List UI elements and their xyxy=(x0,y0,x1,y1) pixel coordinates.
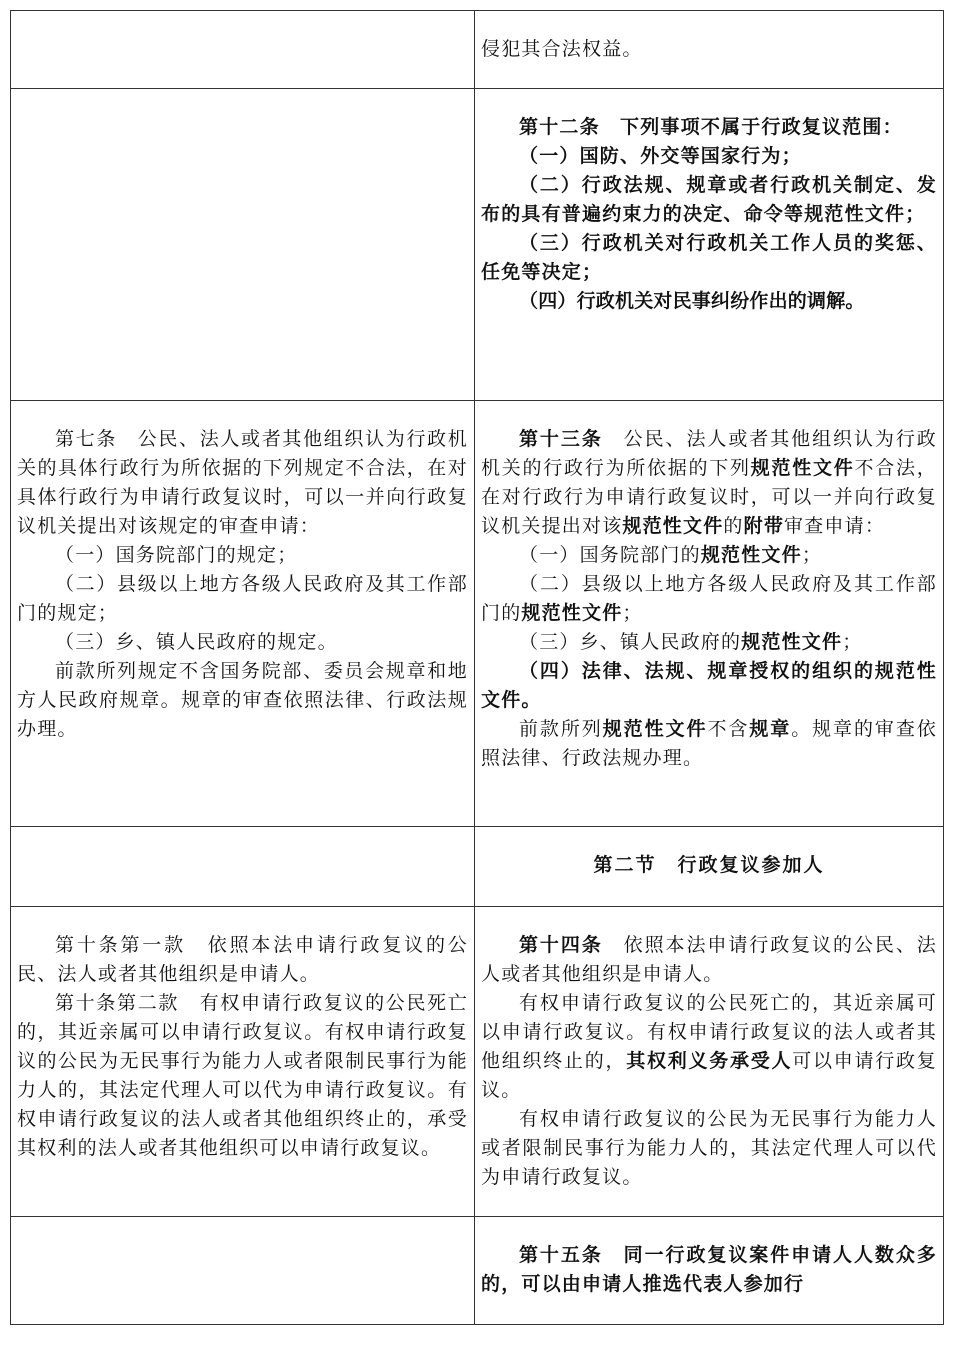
paragraph: （二）行政法规、规章或者行政机关制定、发布的具有普遍约束力的决定、命令等规范性文件； xyxy=(481,174,937,225)
article-14-text: 第十四条 依照本法申请行政复议的公民、法人或者其他组织是申请人。 xyxy=(481,934,937,985)
left-cell xyxy=(11,907,475,1217)
table-row xyxy=(11,827,944,907)
comparison-table xyxy=(10,10,944,1325)
left-cell xyxy=(11,401,475,827)
article-15-text: 第十五条 同一行政复议案件申请人人数众多的，可以由申请人推选代表人参加行 xyxy=(481,1244,937,1295)
paragraph: 有权申请行政复议的公民死亡的，其近亲属可以申请行政复议。有权申请行政复议的法人或者其他组织终止的，其权利义务承受人可以申请行政复议。 xyxy=(481,992,937,1101)
article-7-text: 第七条 公民、法人或者其他组织认为行政机关的具体行政行为所依据的下列规定不合法，在对具体行政行为申请行政复议时，可以一并向行政复议机关提出对该规定的审查申请： xyxy=(17,428,468,537)
paragraph: （四）法律、法规、规章授权的组织的规范性文件。 xyxy=(481,660,937,711)
right-cell xyxy=(475,401,944,827)
paragraph: （一）国务院部门的规范性文件； xyxy=(519,544,823,566)
article-10-para-2: 第十条第二款 有权申请行政复议的公民死亡的，其近亲属可以申请行政复议。有权申请行政复议的公民为无民事行为能力人或者限制民事行为能力人的，其法定代理人可以代为申请行政复议。有权申请行政复议的法人或者其他组织终止的，承受其权利的法人或者其他组织可以申请行政复议。 xyxy=(17,992,468,1159)
table-row xyxy=(11,89,944,401)
paragraph: （二）县级以上地方各级人民政府及其工作部门的规范性文件； xyxy=(481,573,937,624)
table-row xyxy=(11,907,944,1217)
paragraph: （三）乡、镇人民政府的规定。 xyxy=(55,631,338,653)
paragraph: （三）乡、镇人民政府的规范性文件； xyxy=(519,631,863,653)
paragraph: 前款所列规定不含国务院部、委员会规章和地方人民政府规章。规章的审查依照法律、行政法规办理。 xyxy=(17,660,468,740)
article-10-para-1: 第十条第一款 依照本法申请行政复议的公民、法人或者其他组织是申请人。 xyxy=(17,934,468,985)
right-cell xyxy=(475,827,944,907)
left-cell xyxy=(11,89,475,401)
right-cell xyxy=(475,907,944,1217)
paragraph: （二）县级以上地方各级人民政府及其工作部门的规定； xyxy=(17,573,468,624)
table-row xyxy=(11,401,944,827)
left-cell xyxy=(11,1217,475,1325)
table-row xyxy=(11,1217,944,1325)
right-cell xyxy=(475,1217,944,1325)
paragraph: 有权申请行政复议的公民为无民事行为能力人或者限制民事行为能力人的，其法定代理人可以代为申请行政复议。 xyxy=(481,1108,937,1188)
section-title: 第二节 行政复议参加人 xyxy=(593,854,825,876)
paragraph: 前款所列规范性文件不含规章。规章的审查依照法律、行政法规办理。 xyxy=(481,718,937,769)
article-13-text: 第十三条 公民、法人或者其他组织认为行政机关的行政行为所依据的下列规范性文件不合法，在对行政行为申请行政复议时，可以一并向行政复议机关提出对该规范性文件的附带审查申请： xyxy=(481,428,937,537)
right-cell xyxy=(475,89,944,401)
left-cell xyxy=(11,11,475,89)
paragraph: （三）行政机关对行政机关工作人员的奖惩、任免等决定； xyxy=(481,232,937,283)
paragraph: （四）行政机关对民事纠纷作出的调解。 xyxy=(519,290,865,312)
table-row xyxy=(11,11,944,89)
paragraph: （一）国务院部门的规定； xyxy=(55,544,298,566)
paragraph: 侵犯其合法权益。 xyxy=(481,38,643,60)
paragraph: （一）国防、外交等国家行为； xyxy=(519,145,802,167)
left-cell xyxy=(11,827,475,907)
right-cell xyxy=(475,11,944,89)
article-12-heading: 第十二条 下列事项不属于行政复议范围： xyxy=(519,116,903,138)
